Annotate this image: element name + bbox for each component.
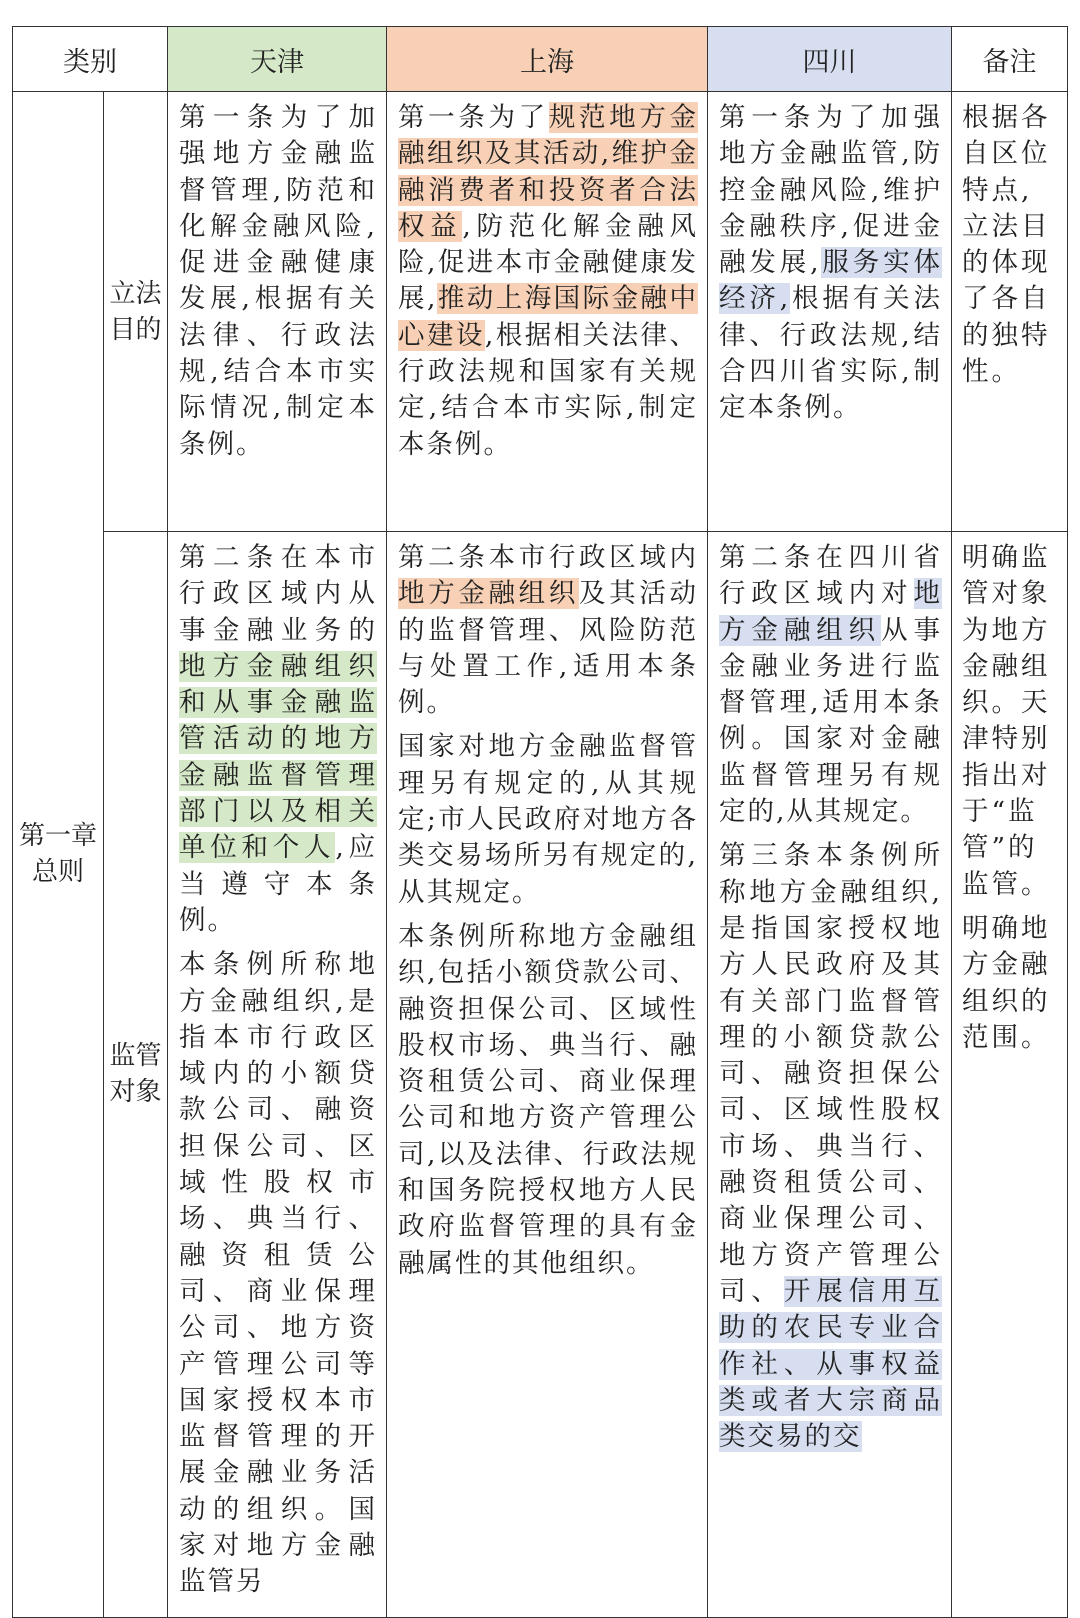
paragraph — [398, 100, 698, 463]
text-run: 及其活动的监督管理、风险防范与处置工作,适用本条例。 — [398, 578, 698, 719]
text-run: 国家对地方金融监督管理另有规定的,从其规定;市人民政府对地方各类交易场所另有规定的,从其规定。 — [398, 731, 698, 908]
text-run: 第一条为了 — [398, 102, 549, 133]
chapter-line2: 总则 — [31, 857, 84, 888]
header-sichuan: 四川 — [708, 27, 952, 92]
paragraph — [398, 540, 698, 721]
chapter-line1: 第一章 — [18, 821, 97, 852]
subcategory-purpose-line2: 目的 — [109, 314, 162, 345]
text-run: 第三条本条例所称地方金融组织,是指国家授权地方人民政府及其有关部门监督管理的小额贷款公司、融资担保公司、区域性股权市场、典当行、融资租赁公司、商业保理公司、地方资产管理公司、 — [719, 840, 942, 1307]
paragraph — [398, 919, 698, 1282]
paragraph — [179, 947, 377, 1600]
highlighted-text: 地方金融组织 — [398, 578, 579, 610]
table-row-purpose — [13, 92, 1068, 532]
text-run: 第二条在本市行政区域内从事金融业务的 — [179, 542, 377, 646]
header-row — [13, 27, 1068, 92]
cell-remark — [952, 532, 1068, 1618]
highlighted-text: 地方金融组织 — [719, 578, 942, 646]
subcategory-target-line1: 监管 — [109, 1041, 162, 1072]
text-run: 根据有关法律、行政法规,结合四川省实际,制定本条例。 — [719, 283, 942, 424]
paragraph — [179, 100, 377, 463]
cell-shanghai — [387, 532, 708, 1618]
highlighted-text: 地方金融组织和从事金融监管活动的地方金融监督管理部门以及相关单位和个人 — [179, 650, 377, 864]
paragraph — [719, 838, 942, 1455]
header-remark: 备注 — [952, 27, 1068, 92]
regulation-comparison-table — [12, 26, 1068, 1618]
text-run: ,应当遵守本条例。 — [179, 832, 377, 936]
cell-remark — [952, 92, 1068, 532]
text-run: 本条例所称地方金融组织,是指本市行政区域内的小额贷款公司、融资担保公司、区域性股权市场、典当行、融资租赁公司、商业保理公司、地方资产管理公司等国家授权本市监督管理的开展金融业务活动的组织。国家对地方金融监管另 — [179, 949, 377, 1598]
cell-shanghai — [387, 92, 708, 532]
text-run: 第一条为了加强地方金融监管,防控金融风险,维护金融秩序,促进金融发展, — [719, 102, 942, 279]
highlighted-text: 服务实体经济, — [719, 247, 942, 315]
cell-tianjin — [168, 532, 387, 1618]
paragraph — [179, 540, 377, 939]
cell-sichuan — [708, 532, 952, 1618]
paragraph — [719, 100, 942, 427]
highlighted-text: 规范地方金融组织及其活动,维护金融消费者和投资者合法权益 — [398, 102, 699, 242]
remark-paragraph: 根据各自区位特点,立法目的体现了各自的独特性。 — [962, 102, 1051, 388]
subcategory-purpose — [104, 92, 168, 532]
text-run: 本条例所称地方金融组织,包括小额贷款公司、融资担保公司、区域性股权市场、典当行、融资租赁公司、商业保理公司和地方资产管理公司,以及法律、行政法规和国务院授权地方人民政府监督管理的具有金融属性的其他组织。 — [398, 920, 698, 1279]
header-tianjin: 天津 — [168, 27, 387, 92]
text-run: 从事金融业务进行监督管理,适用本条例。国家对金融监督管理另有规定的,从其规定。 — [719, 614, 943, 828]
text-run: 第二条本市行政区域内 — [398, 542, 698, 573]
subcategory-target — [104, 532, 168, 1618]
header-category: 类别 — [13, 27, 168, 92]
table-row-target — [13, 532, 1068, 1618]
chapter-cell — [13, 92, 104, 1618]
subcategory-purpose-line1: 立法 — [109, 278, 162, 309]
cell-tianjin — [168, 92, 387, 532]
text-run: ,防范化解金融风险,促进本市金融健康发展, — [398, 210, 698, 315]
highlighted-text: 推动上海国际金融中心建设 — [398, 283, 698, 351]
paragraph — [719, 540, 942, 830]
text-run: 第一条为了加强地方金融监督管理,防范和化解金融风险,促进金融健康发展,根据有关法律、行政法规,结合本市实际情况,制定本条例。 — [179, 102, 377, 460]
highlighted-text: 开展信用互助的农民专业合作社、从事权益类或者大宗商品类交易的交 — [719, 1275, 943, 1453]
text-run: 第二条在四川省行政区域内对 — [719, 542, 942, 610]
remark-paragraph: 明确地方金融组织的范围。 — [962, 912, 1051, 1053]
subcategory-target-line2: 对象 — [109, 1077, 162, 1108]
paragraph — [398, 729, 698, 910]
cell-sichuan — [708, 92, 952, 532]
remark-paragraph: 明确监管对象为地方金融组织。天津特别指出对于“监管”的监管。 — [962, 542, 1051, 900]
header-shanghai: 上海 — [387, 27, 708, 92]
text-run: ,根据相关法律、行政法规和国家有关规定,结合本市实际,制定本条例。 — [398, 319, 698, 460]
